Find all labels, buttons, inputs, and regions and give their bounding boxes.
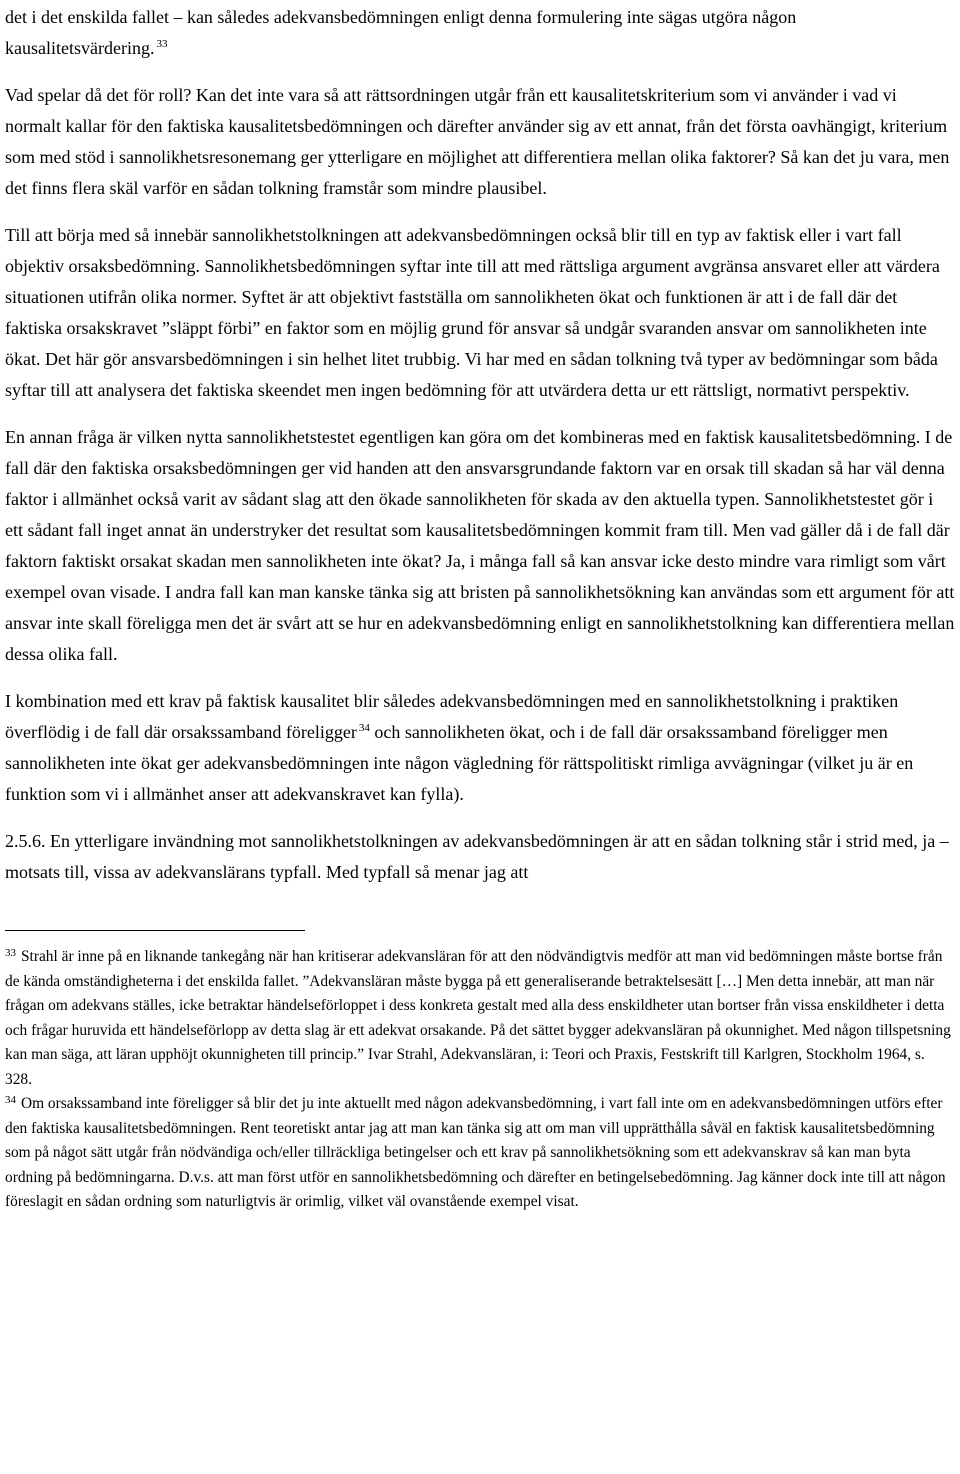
paragraph-text-continued: och sannolikheten ökat, och i de fall där orsakssamband föreligger men sannolikheten inte ökat ger adekvansbedömningen inte någon vägledning för rättspolitiskt rimliga avvägningar (vilket ju är en funktion som vi i allmänhet anser att adekvanskravet kan fylla). bbox=[5, 722, 914, 804]
body-paragraph-5 bbox=[5, 686, 955, 810]
section-2-5-6-paragraph: 2.5.6. En ytterligare invändning mot sannolikhetstolkningen av adekvansbedömningen är att en sådan tolkning står i strid med, ja – motsats till, vissa av adekvanslärans typfall. Med typfall så menar jag att bbox=[5, 831, 949, 882]
paragraph-text: det i det enskilda fallet – kan således adekvansbedömningen enligt denna formulering inte sägas utgöra någon kausalitetsvärdering. bbox=[5, 7, 797, 58]
footnote-separator bbox=[5, 930, 305, 931]
footnote-ref-34[interactable]: 34 bbox=[358, 722, 370, 734]
body-paragraph-2: Vad spelar då det för roll? Kan det inte vara så att rättsordningen utgår från ett kausalitetskriterium som vi använder i vad vi normalt kallar för den faktiska kausalitetsbedömningen och därefter använder sig av ett annat, från det första oavhängigt, kriterium som med stöd i sannolikhetsresonemang ger ytterligare en möjlighet att differentiera mellan olika faktorer? Så kan det ju vara, men det finns flera skäl varför en sådan tolkning framstår som mindre plausibel. bbox=[5, 85, 950, 198]
footnote-34 bbox=[5, 1092, 955, 1215]
body-paragraph-4: En annan fråga är vilken nytta sannolikhetstestet egentligen kan göra om det kombineras med en faktisk kausalitetsbedömning. I de fall där den faktiska orsaksbedömningen ger vid handen att den ansvarsgrundande faktorn var en orsak till skadan så har väl denna faktor i allmänhet också varit av sådant slag att den ökade sannolikheten för skada av den aktuella typen. Sannolikhetstestet gör i ett sådant fall inget annat än understryker det resultat som kausalitetsbedömningen kommit fram till. Men vad gäller då i de fall där faktorn faktiskt orsakat skadan men sannolikheten inte ökat? Ja, i många fall så kan ansvar icke desto mindre vara rimligt som vårt exempel ovan visade. I andra fall kan man kanske tänka sig att bristen på sannolikhetsökning kan användas som ett argument för att ansvar inte skall föreligga men det är svårt att se hur en adekvansbedömning enligt en sannolikhetstolkning kan differentiera mellan dessa olika fall. bbox=[5, 427, 955, 664]
footnote-number: 33 bbox=[5, 947, 16, 959]
document-page bbox=[5, 0, 955, 1215]
body-paragraph-3: Till att börja med så innebär sannolikhetstolkningen att adekvansbedömningen också blir till en typ av faktisk eller i vart fall objektiv orsaksbedömning. Sannolikhetsbedömningen syftar inte till att med rättsliga argument avgränsa ansvaret eller att värdera situationen utifrån olika normer. Syftet är att objektivt fastställa om sannolikheten ökat och funktionen är att i de fall där det faktiska orsakskravet ”släppt förbi” en faktor som en möjlig grund för ansvar så undgår svaranden ansvar om sannolikheten inte ökat. Det här gör ansvarsbedömningen i sin helhet litet trubbig. Vi har med en sådan tolkning två typer av bedömningar som båda syftar till att analysera det faktiska skeendet men ingen bedömning för att utvärdera detta ur ett rättsligt, normativt perspektiv. bbox=[5, 225, 940, 400]
body-paragraph-1 bbox=[5, 2, 955, 64]
footnote-number: 34 bbox=[5, 1094, 16, 1106]
footnote-33 bbox=[5, 945, 955, 1092]
footnote-text: Om orsakssamband inte föreligger så blir det ju inte aktuellt med någon adekvansbedömning, i vart fall inte om en adekvansbedömningen utförs efter den faktiska kausalitetsbedömningen. Rent teoretiskt antar jag att man kan tänka sig att om man vill upprätthålla såväl en faktisk kausalitetsbedömning som på något sätt utgår från nödvändiga och/eller tillräckliga betingelser och ett krav på sannolikhetsökning som ett adekvanskrav så kan man byta ordning på bedömningarna. D.v.s. att man först utför en sannolikhetsbedömning och därefter en betingelsebedömning. Jag känner dock inte till att någon föreslagit en sådan ordning som naturligtvis är orimlig, vilket väl ovanstående exempel visat. bbox=[5, 1095, 946, 1210]
footnote-text: Strahl är inne på en liknande tankegång när han kritiserar adekvansläran för att den nödvändigtvis medför att man vid bedömningen måste bortse från de kända omständigheterna i det enskilda fallet. ”Adekvansläran måste bygga på ett generaliserande betraktelsesätt […] Men detta innebär, att man när frågan om adekvans ställes, icke betraktar händelseförloppet i dess konkreta gestalt med alla dess enskildheter utan bortser från vissa enskildheter i detta och frågar huruvida ett händelseförlopp av detta slag är ett adekvat orsakande. På det sättet bygger adekvansläran på okunnighet. Med någon tillspetsning kan man säga, att läran upphöjt okunnigheten till princip.” Ivar Strahl, Adekvansläran, i: Teori och Praxis, Festskrift till Karlgren, Stockholm 1964, s. 328. bbox=[5, 948, 951, 1088]
paragraph-text: I kombination med ett krav på faktisk kausalitet blir således adekvansbedömningen med en sannolikhetstolkning i praktiken överflödig i de fall där orsakssamband föreligger bbox=[5, 691, 899, 742]
footnote-ref-33[interactable]: 33 bbox=[156, 38, 168, 50]
